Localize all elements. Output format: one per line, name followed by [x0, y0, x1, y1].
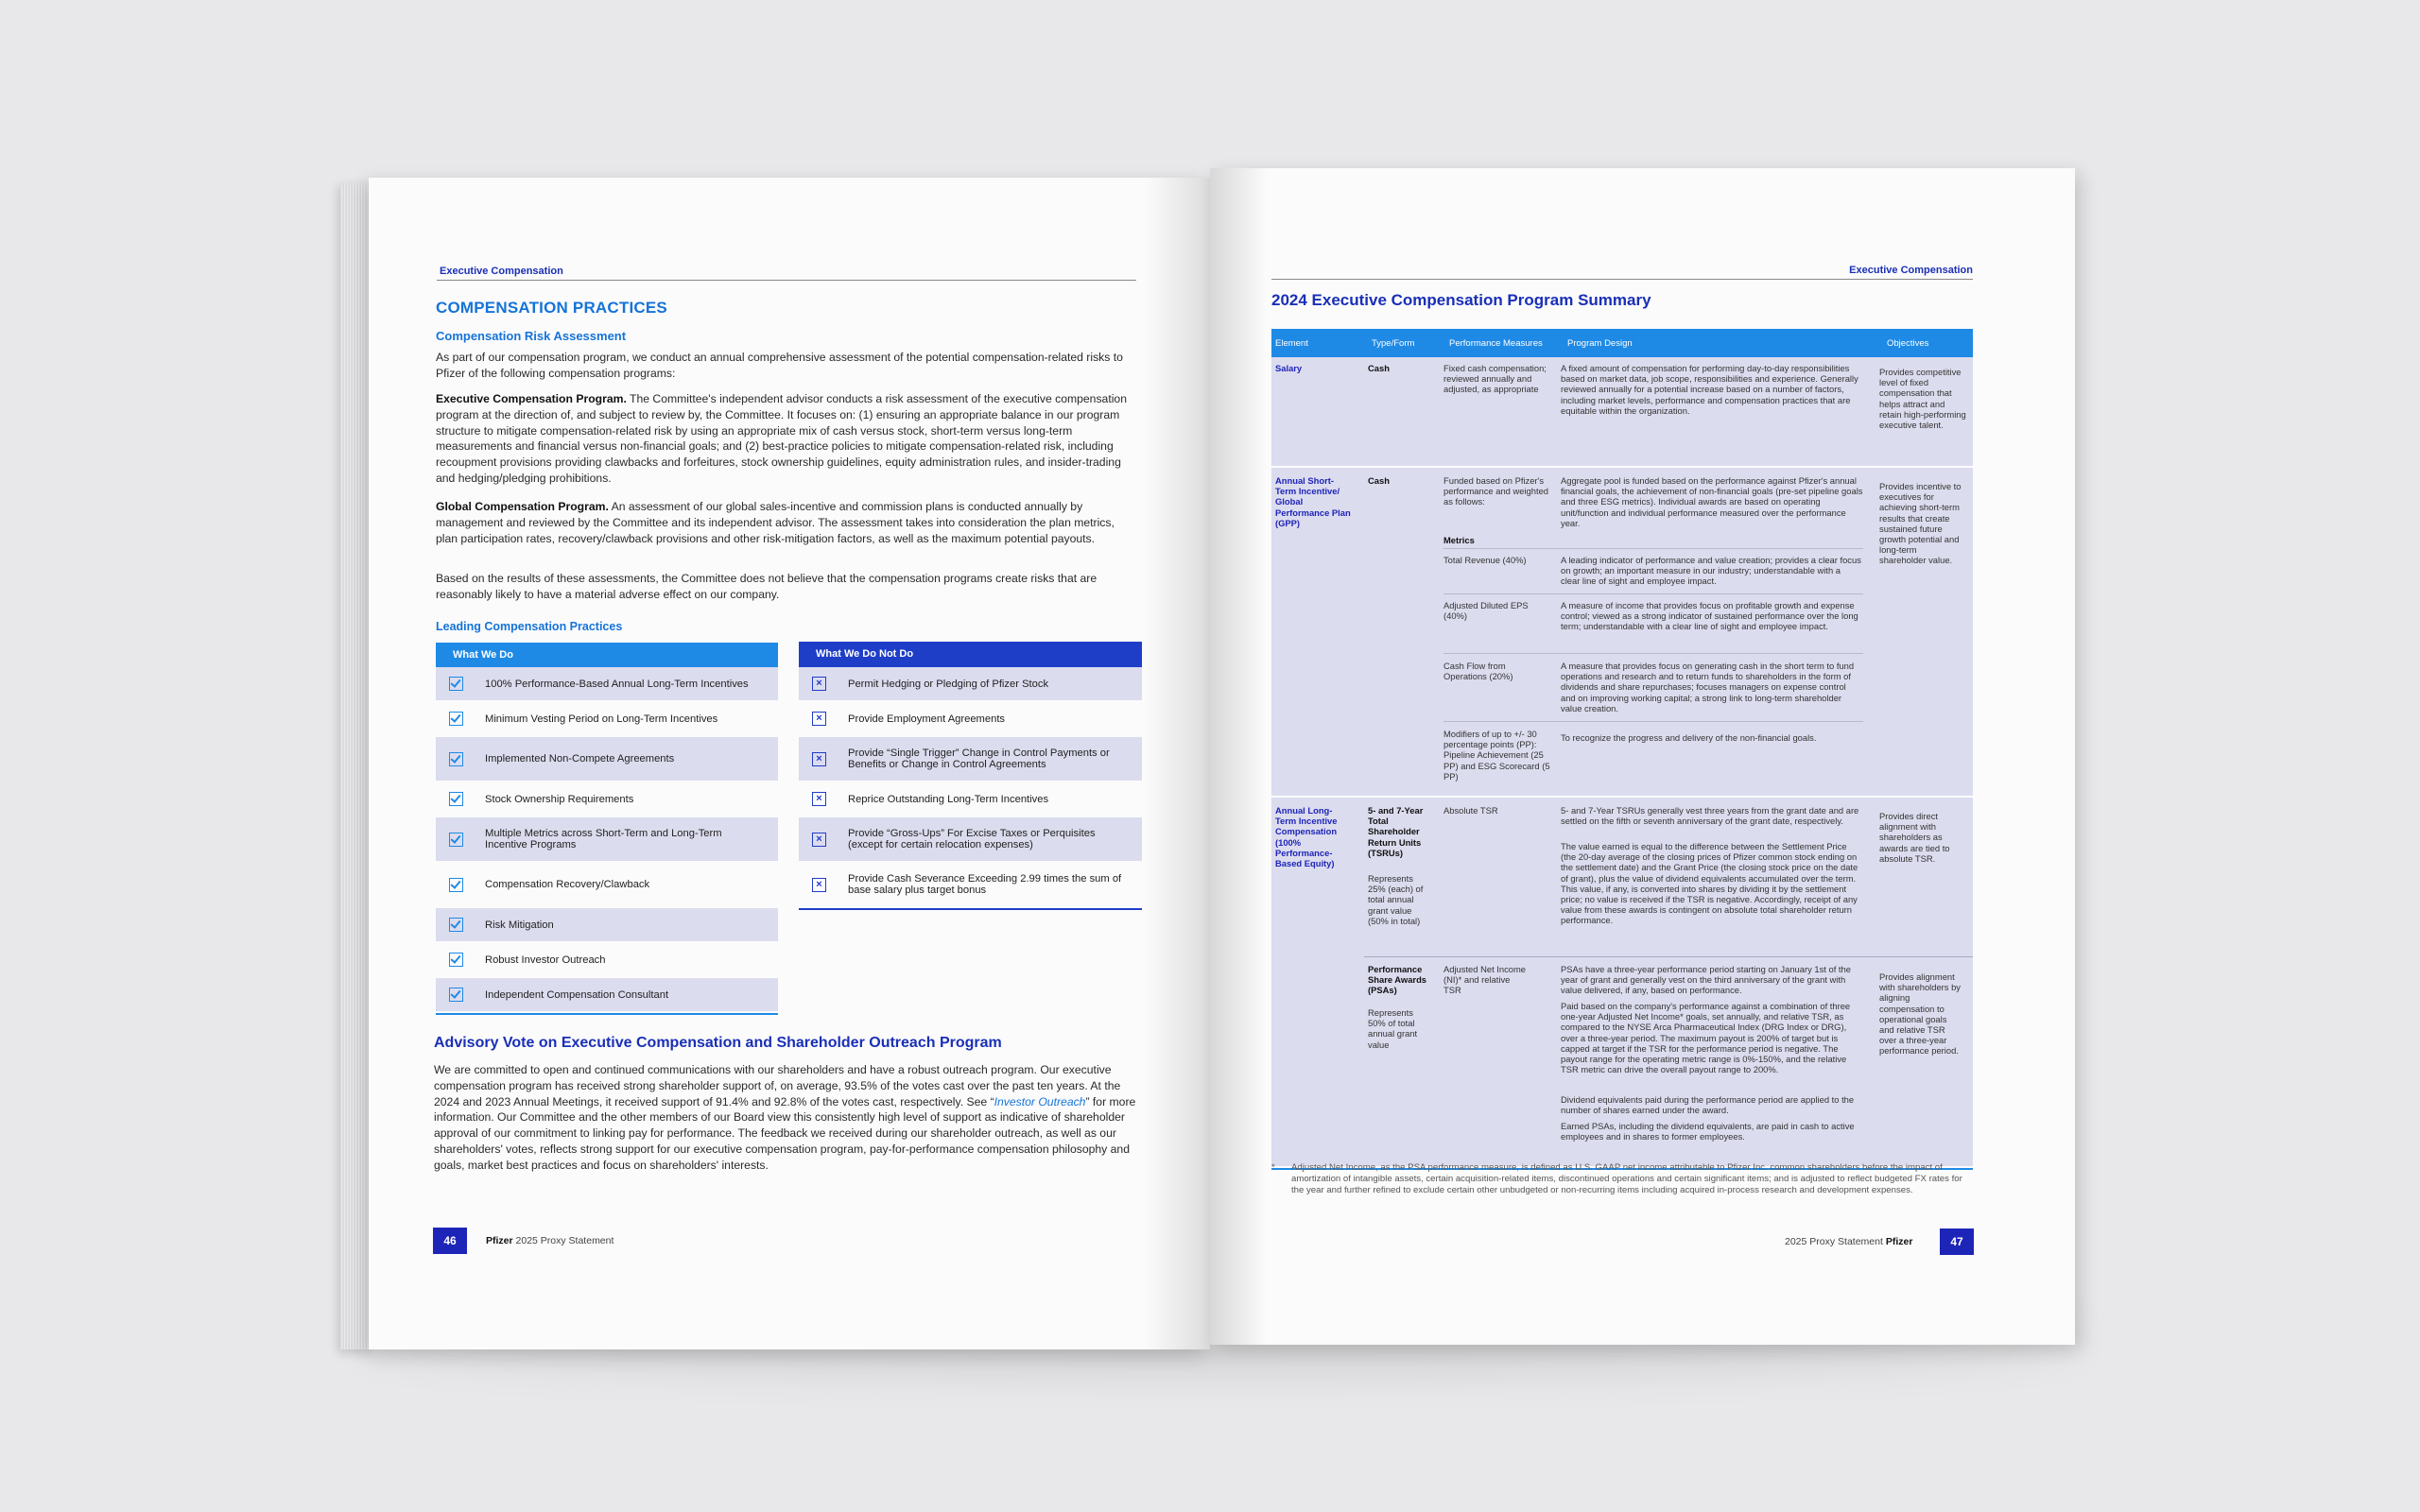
- metric-measure: Total Revenue (40%): [1443, 555, 1527, 565]
- what-we-do-not-do-header: What We Do Not Do: [799, 642, 1142, 667]
- advisory-title: Advisory Vote on Executive Compensation and Shareholder Outreach Program: [434, 1035, 1002, 1051]
- footer-brand: Pfizer: [1885, 1236, 1913, 1247]
- footer: [1785, 1236, 1912, 1247]
- advisory-paragraph: We are committed to open and continued communications with our shareholders and have a robust outreach program. Our executive compensation program has received strong shareholder support of, on average, 93.5% of the votes cast over the past ten years. At the 2024 and 2023 Annual Meetings, it received support of 91.4% and 92.8% of the votes cast, respectively. See “Investor Outreach” for more information. Our Committee and the other members of our Board view this consistently high level of support as indicative of shareholder approval of our commitment to linking pay for performance. The feedback we received during our shareholder outreach, as well as our shareholders' votes, reflects strong support for our executive compensation program, pay-for-performance compensation philosophy and goals, market best practices and focus on shareholders' interests.: [434, 1063, 1136, 1172]
- exec-program-label: Executive Compensation Program.: [436, 392, 627, 405]
- cross-icon: ×: [812, 792, 826, 806]
- global-program-text: An assessment of our global sales-incentive and commission plans is conducted annually by management and reviewed by the Committee and its independent advisor. The assessment takes into consideration the plan metrics, plan participation rates, recovery/clawback provisions and other risk-mitigation factors, as well as the maximum potential payouts.: [436, 500, 1115, 545]
- running-head: Executive Compensation: [440, 266, 563, 277]
- checkmark-icon: [449, 833, 463, 847]
- list-item: 100% Performance-Based Annual Long-Term Incentives: [436, 667, 778, 702]
- gutter-shade: [1210, 168, 1267, 1345]
- checkmark-icon: [449, 953, 463, 967]
- investor-outreach-link[interactable]: Investor Outreach: [994, 1094, 1086, 1108]
- exec-program-text: The Committee's independent advisor conducts a risk assessment of the executive compensation program at the direction of, and subject to review by, the Committee. It focuses on: (1) ensuring an appropriate balance in our program structure to mitigate compensation-related risk by using an appropriate mix of cash versus stock, short-term versus long-term measurements and financial versus non-financial goals; and (2) best-practice policies to mitigate compensation-related risk, including recoupment provisions providing clawbacks and forfeitures, stock ownership guidelines, equity administration rules, and insider-trading and hedging/pledging prohibitions.: [436, 392, 1127, 485]
- col-element: Element: [1275, 337, 1308, 349]
- page-number: 47: [1940, 1228, 1974, 1255]
- list-item: Independent Compensation Consultant: [436, 978, 778, 1013]
- checkmark-icon: [449, 918, 463, 932]
- metric-design: A measure that provides focus on generating cash in the short term to fund operations and research and to return funds to shareholders in the form of dividends and share repurchases; focuses managers on expense control and on improving working capital; a strong link to long-term shareholder value creation.: [1561, 661, 1855, 713]
- subhead-risk: Compensation Risk Assessment: [436, 329, 627, 343]
- table-row-ltip: Annual Long-Term Incentive Compensation (100% Performance-Based Equity) 5- and 7-Year Total Shareholder Return Units (TSRUs) Represents 25% (each) of total annual grant value (50% in total) Absolute TSR 5- and 7-Year TSRUs generally vest three years from the grant date and are settled on the fifth or seventh anniversary of the grant date, respectively. The value earned is equal to the difference between the Settlement Price (the 20-day average of the closing prices of Pfizer common stock ending on the settlement date) and the Grant Price (the closing stock price on the date of grant), plus the value of dividend equivalents accumulated over the term. This value, if any, is converted into shares by dividing it by the settlement price; no value is received if the TSR is negative. Accordingly, receipt of any value from these awards is contingent on absolute total shareholder return performance. Provides direct alignment with shareholders as awards are tied to absolute TSR. Performance Share Awards (PSAs) Represents 50% of total annual grant value Adjusted Net Income (NI)* and relative TSR PSAs have a three-year performance period starting on January 1st of the year of grant and generally vest on the third anniversary of the grant with value delivered, if any, based on performance. Paid based on the company's performance against a combination of three one-year Adjusted Net Income* goals, set annually, and relative TSR, as compared to the NYSE Arca Pharmaceutical Index (DRG Index or DRG), over a three-year period. The maximum payout is 200% of target but is capped at target if the TSR for the performance period is negative. The payout range for the operating metric range is 0%-150%, and the relative TSR metric can drive the overall payout range to 200%. Dividend equivalents paid during the performance period are applied to the number of shares earned under the award. Earned PSAs, including the dividend equivalents, are paid in cash to active employees and in shares to former employees. Provides alignment with shareholders by aligning compensation to operational goals and relative TSR over a three-year performance period.: [1271, 798, 1973, 1168]
- subhead-leading: Leading Compensation Practices: [436, 620, 623, 633]
- footnote-mark: *: [1271, 1162, 1275, 1173]
- footer: [486, 1235, 614, 1246]
- header-rule: [437, 280, 1136, 281]
- table-title: 2024 Executive Compensation Program Summary: [1271, 291, 1651, 309]
- footer-text: 2025 Proxy Statement: [1785, 1236, 1883, 1247]
- intro-paragraph: As part of our compensation program, we conduct an annual comprehensive assessment of the potential compensation-related risks to Pfizer of the following compensation programs:: [436, 351, 1123, 380]
- metric-design: A measure of income that provides focus on profitable growth and expense control; viewed as a strong indicator of sustained performance over the long term; understandable with a clear line of sight and employee impact.: [1561, 600, 1858, 632]
- list-item: Minimum Vesting Period on Long-Term Incentives: [436, 702, 778, 737]
- list-item: × Provide “Single Trigger” Change in Control Payments or Benefits or Change in Control Agreements: [799, 737, 1142, 782]
- list-item: Robust Investor Outreach: [436, 943, 778, 978]
- what-we-do-header: What We Do: [436, 643, 778, 667]
- what-we-do-table: [436, 643, 778, 1015]
- footnote: Adjusted Net Income, as the PSA performance measure, is defined as U.S. GAAP net income attributable to Pfizer Inc. common shareholders before the impact of amortization of intangible assets, certain acquisition-related items, discontinued operations and certain significant items; and is adjusted to reflect budgeted FX rates for the year and further refined to exclude certain other unbudgeted or non-recurring items including acquired in-process research and development expenses.: [1291, 1162, 1962, 1195]
- running-head: Executive Compensation: [1849, 265, 1973, 276]
- list-item: × Provide Cash Severance Exceeding 2.99 times the sum of base salary plus target bonus: [799, 863, 1142, 908]
- list-item: × Provide Employment Agreements: [799, 702, 1142, 737]
- table-row-gpp: Annual Short-Term Incentive/ Global Performance Plan (GPP) Cash Funded based on Pfizer's performance and weighted as follows: Aggregate pool is funded based on the performance against Pfizer's annual financial goals, the achievement of non-financial goals (pre-set pipeline goals and three ESG metrics). Individual awards are based on operating unit/function and individual performance measured over the performance year. Provides incentive to executives for achieving short-term results that create sustained future growth potential and long-term shareholder value. Metrics Total Revenue (40%) A leading indicator of performance and value creation; provides a clear focus on growth; an important measure in our industry; understandable with a clear line of sight and employee impact. Adjusted Diluted EPS (40%) A measure of income that provides focus on profitable growth and expense control; viewed as a strong indicator of sustained performance over the long term; understandable with a clear line of sight and employee impact. Cash Flow from Operations (20%) A measure that provides focus on generating cash in the short term to fund operations and research and to return funds to shareholders in the form of dividends and share repurchases; focuses managers on expense control and on improving working capital; a strong link to long-term shareholder value creation. Modifiers of up to +/- 30 percentage points (PP): Pipeline Achievement (25 PP) and ESG Scorecard (5 PP) To recognize the progress and delivery of the non-financial goals.: [1271, 468, 1973, 798]
- table-header: [1271, 329, 1973, 357]
- page-number: 46: [433, 1228, 467, 1254]
- list-item: Implemented Non-Compete Agreements: [436, 737, 778, 782]
- global-program-paragraph: [436, 499, 1135, 546]
- left-page: [369, 178, 1210, 1349]
- col-design: Program Design: [1567, 337, 1633, 349]
- list-item: × Reprice Outstanding Long-Term Incentives: [799, 782, 1142, 817]
- cross-icon: ×: [812, 878, 826, 892]
- list-item: Stock Ownership Requirements: [436, 782, 778, 817]
- conclusion-paragraph: Based on the results of these assessments, the Committee does not believe that the compensation programs create risks that are reasonably likely to have a material adverse effect on our company.: [436, 572, 1098, 601]
- metric-measure: Modifiers of up to +/- 30 percentage points (PP): Pipeline Achievement (25 PP) and ESG Scorecard (5 PP): [1443, 729, 1550, 782]
- table-bottom-rule: [436, 1013, 778, 1015]
- right-page: [1210, 168, 2075, 1345]
- metric-design: A leading indicator of performance and value creation; provides a clear focus on growth; an important measure in our industry; understandable with a clear line of sight and employee impact.: [1561, 555, 1861, 587]
- table-row-salary: Salary Cash Fixed cash compensation; reviewed annually and adjusted, as appropriate A fixed amount of compensation for performing day-to-day responsibilities based on market data, job scope, responsibilities and experience. Generally reviewed annually for a potential increase based on a number of factors, including market levels, performance and compensation practices that are equitable within the organization. Provides competitive level of fixed compensation that helps attract and retain high-performing executive talent.: [1271, 357, 1973, 468]
- cross-icon: ×: [812, 752, 826, 766]
- cross-icon: ×: [812, 712, 826, 726]
- page-edges: [340, 182, 372, 1349]
- gutter-shade: [1144, 178, 1210, 1349]
- list-item: Multiple Metrics across Short-Term and Long-Term Incentive Programs: [436, 817, 778, 863]
- cross-icon: ×: [812, 677, 826, 691]
- list-item: × Provide “Gross-Ups” For Excise Taxes or Perquisites (except for certain relocation expenses): [799, 817, 1142, 863]
- checkmark-icon: [449, 792, 463, 806]
- metric-design: To recognize the progress and delivery of the non-financial goals.: [1561, 732, 1817, 743]
- footer-brand: Pfizer: [486, 1235, 513, 1246]
- list-item: Risk Mitigation: [436, 908, 778, 943]
- list-item: Compensation Recovery/Clawback: [436, 863, 778, 908]
- checkmark-icon: [449, 988, 463, 1002]
- col-measures: Performance Measures: [1449, 337, 1543, 349]
- checkmark-icon: [449, 677, 463, 691]
- col-objectives: Objectives: [1887, 337, 1929, 349]
- header-rule: [1271, 279, 1973, 280]
- global-program-label: Global Compensation Program.: [436, 500, 609, 513]
- col-type: Type/Form: [1372, 337, 1415, 349]
- metric-measure: Cash Flow from Operations (20%): [1443, 661, 1513, 682]
- checkmark-icon: [449, 878, 463, 892]
- what-we-do-not-do-table: [799, 642, 1142, 910]
- metric-measure: Adjusted Diluted EPS (40%): [1443, 600, 1529, 622]
- list-item: × Permit Hedging or Pledging of Pfizer Stock: [799, 667, 1142, 702]
- cross-icon: ×: [812, 833, 826, 847]
- table-bottom-rule: [799, 908, 1142, 910]
- checkmark-icon: [449, 752, 463, 766]
- footer-text: 2025 Proxy Statement: [515, 1235, 614, 1246]
- program-summary-table: [1271, 329, 1973, 1170]
- section-title: COMPENSATION PRACTICES: [436, 299, 667, 317]
- checkmark-icon: [449, 712, 463, 726]
- exec-program-paragraph: [436, 391, 1135, 487]
